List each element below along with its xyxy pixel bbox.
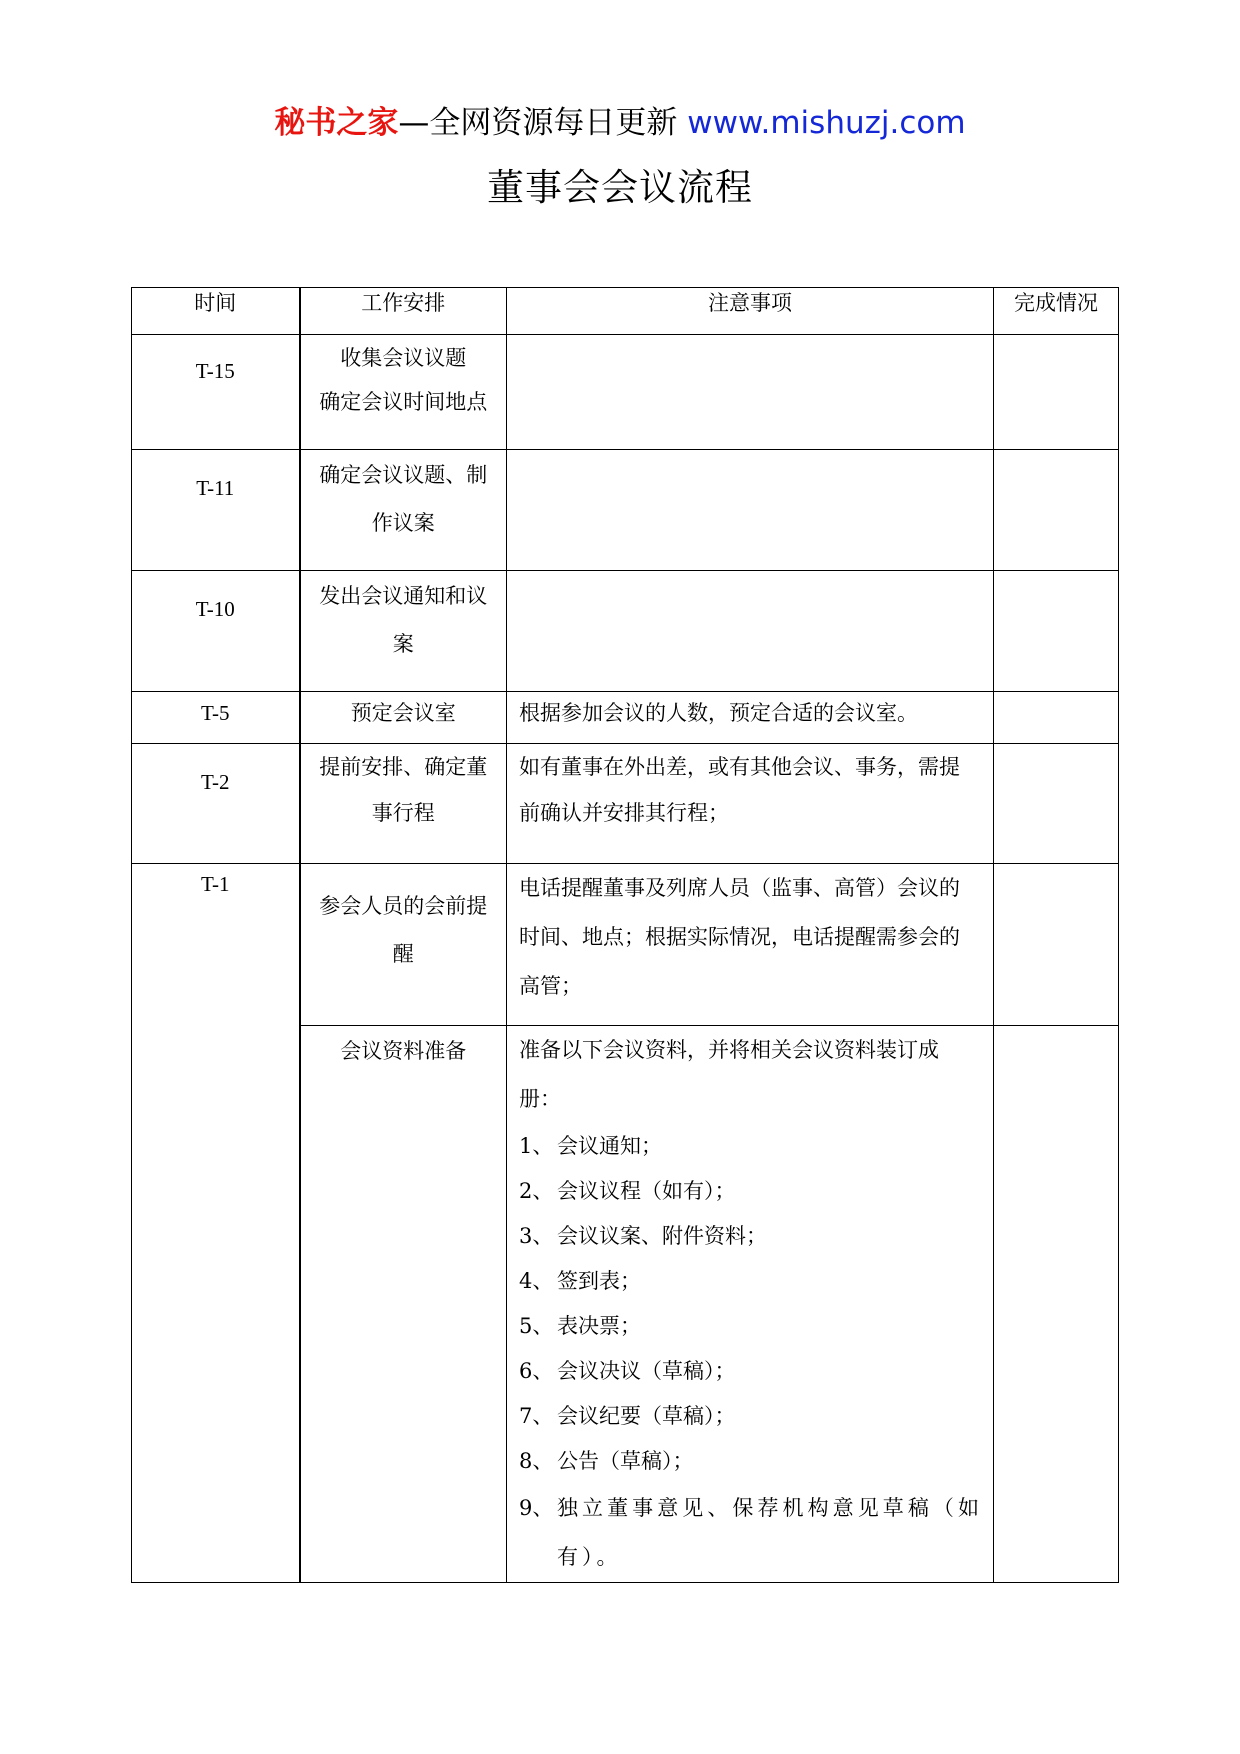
- work-line: 收集会议议题: [340, 346, 467, 370]
- table-row: [132, 864, 1119, 1026]
- work-line: 发出会议通知和议: [319, 584, 488, 608]
- table-row: [132, 335, 1119, 450]
- note-cell: [507, 692, 994, 744]
- materials-note-cell: [507, 1026, 994, 1583]
- list-item-number: 1、: [519, 1134, 554, 1158]
- table-row: [132, 692, 1119, 744]
- note-line: 如有董事在外出差，或有其他会议、事务，需提: [519, 755, 960, 779]
- work-cell: [300, 692, 507, 744]
- status-cell: [994, 571, 1119, 692]
- status-cell: [994, 335, 1119, 450]
- list-item: [519, 1394, 983, 1439]
- status-cell: [994, 1026, 1119, 1583]
- time-cell: T-15: [132, 335, 300, 450]
- time-cell: T-2: [132, 744, 300, 864]
- list-item: [519, 1259, 983, 1304]
- list-item-text: 会议纪要（草稿）；: [557, 1404, 736, 1428]
- work-line: 确定会议议题、制: [319, 463, 488, 487]
- table-row: [132, 450, 1119, 571]
- status-cell: [994, 744, 1119, 864]
- note-line: 高管；: [519, 974, 582, 998]
- list-item-number: 9、: [519, 1496, 554, 1520]
- list-item: [519, 1484, 983, 1582]
- note-cell: [507, 571, 994, 692]
- list-item-text: 会议议程（如有）；: [557, 1179, 736, 1203]
- header-work: 工作安排: [300, 288, 507, 335]
- site-banner: [0, 98, 1240, 148]
- banner-brand: 秘书之家: [274, 105, 399, 141]
- list-item: [519, 1124, 983, 1169]
- list-item-number: 5、: [519, 1314, 554, 1338]
- header-time: 时间: [132, 288, 300, 335]
- list-item-text: 会议通知；: [557, 1134, 662, 1158]
- list-item: [519, 1304, 983, 1349]
- header-status: 完成情况: [994, 288, 1119, 335]
- list-item: [519, 1169, 983, 1214]
- list-item-number: 8、: [519, 1449, 554, 1473]
- note-line: 前确认并安排其行程；: [519, 801, 729, 825]
- list-item: [519, 1439, 983, 1484]
- work-line: 事行程: [371, 801, 435, 825]
- work-line: 醒: [392, 942, 414, 966]
- work-cell: [300, 744, 507, 864]
- note-cell: [507, 864, 994, 1026]
- note-cell: [507, 335, 994, 450]
- list-item-number: 2、: [519, 1179, 554, 1203]
- list-item-text: 独立董事意见、保荐机构意见草稿（如有）。: [557, 1496, 983, 1569]
- list-item: [519, 1349, 983, 1394]
- time-cell: T-5: [132, 692, 300, 744]
- list-item-number: 6、: [519, 1359, 554, 1383]
- list-item-number: 3、: [519, 1224, 554, 1248]
- list-item-text: 会议议案、附件资料；: [557, 1224, 767, 1248]
- note-cell: [507, 744, 994, 864]
- work-line: 确定会议时间地点: [319, 390, 488, 414]
- table-row: [132, 744, 1119, 864]
- banner-url-link[interactable]: www.mishuzj.com: [687, 105, 966, 141]
- list-item-text: 公告（草稿）；: [557, 1449, 694, 1473]
- table-row: [132, 571, 1119, 692]
- materials-list: [519, 1124, 983, 1582]
- list-item-number: 7、: [519, 1404, 554, 1428]
- work-cell: [300, 1026, 507, 1583]
- work-cell: [300, 450, 507, 571]
- list-item-text: 会议决议（草稿）；: [557, 1359, 736, 1383]
- status-cell: [994, 450, 1119, 571]
- list-item: [519, 1214, 983, 1259]
- work-line: 提前安排、确定董: [319, 755, 488, 779]
- list-item-number: 4、: [519, 1269, 554, 1293]
- banner-slogan: —全网资源每日更新: [398, 105, 688, 141]
- work-line: 案: [392, 632, 414, 656]
- meeting-process-table: [131, 287, 1119, 1583]
- page-title: 董事会会议流程: [487, 166, 753, 209]
- note-line: 时间、地点；根据实际情况，电话提醒需参会的: [519, 925, 960, 949]
- status-cell: [994, 864, 1119, 1026]
- header-notes: 注意事项: [507, 288, 994, 335]
- work-line: 参会人员的会前提: [319, 894, 488, 918]
- time-cell: T-1: [132, 864, 300, 1583]
- work-cell: [300, 335, 507, 450]
- work-cell: [300, 864, 507, 1026]
- time-cell: T-11: [132, 450, 300, 571]
- status-cell: [994, 692, 1119, 744]
- list-item-text: 签到表；: [557, 1269, 641, 1293]
- materials-intro-line: 册：: [519, 1087, 561, 1111]
- work-line: 预定会议室: [350, 701, 456, 725]
- table-header-row: [132, 288, 1119, 335]
- note-cell: [507, 450, 994, 571]
- work-cell: [300, 571, 507, 692]
- note-line: 根据参加会议的人数，预定合适的会议室。: [519, 701, 918, 725]
- time-cell: T-10: [132, 571, 300, 692]
- work-line: 会议资料准备: [340, 1039, 467, 1063]
- work-line: 作议案: [371, 511, 435, 535]
- list-item-text: 表决票；: [557, 1314, 641, 1338]
- materials-intro-line: 准备以下会议资料，并将相关会议资料装订成: [519, 1038, 939, 1062]
- note-line: 电话提醒董事及列席人员（监事、高管）会议的: [519, 876, 960, 900]
